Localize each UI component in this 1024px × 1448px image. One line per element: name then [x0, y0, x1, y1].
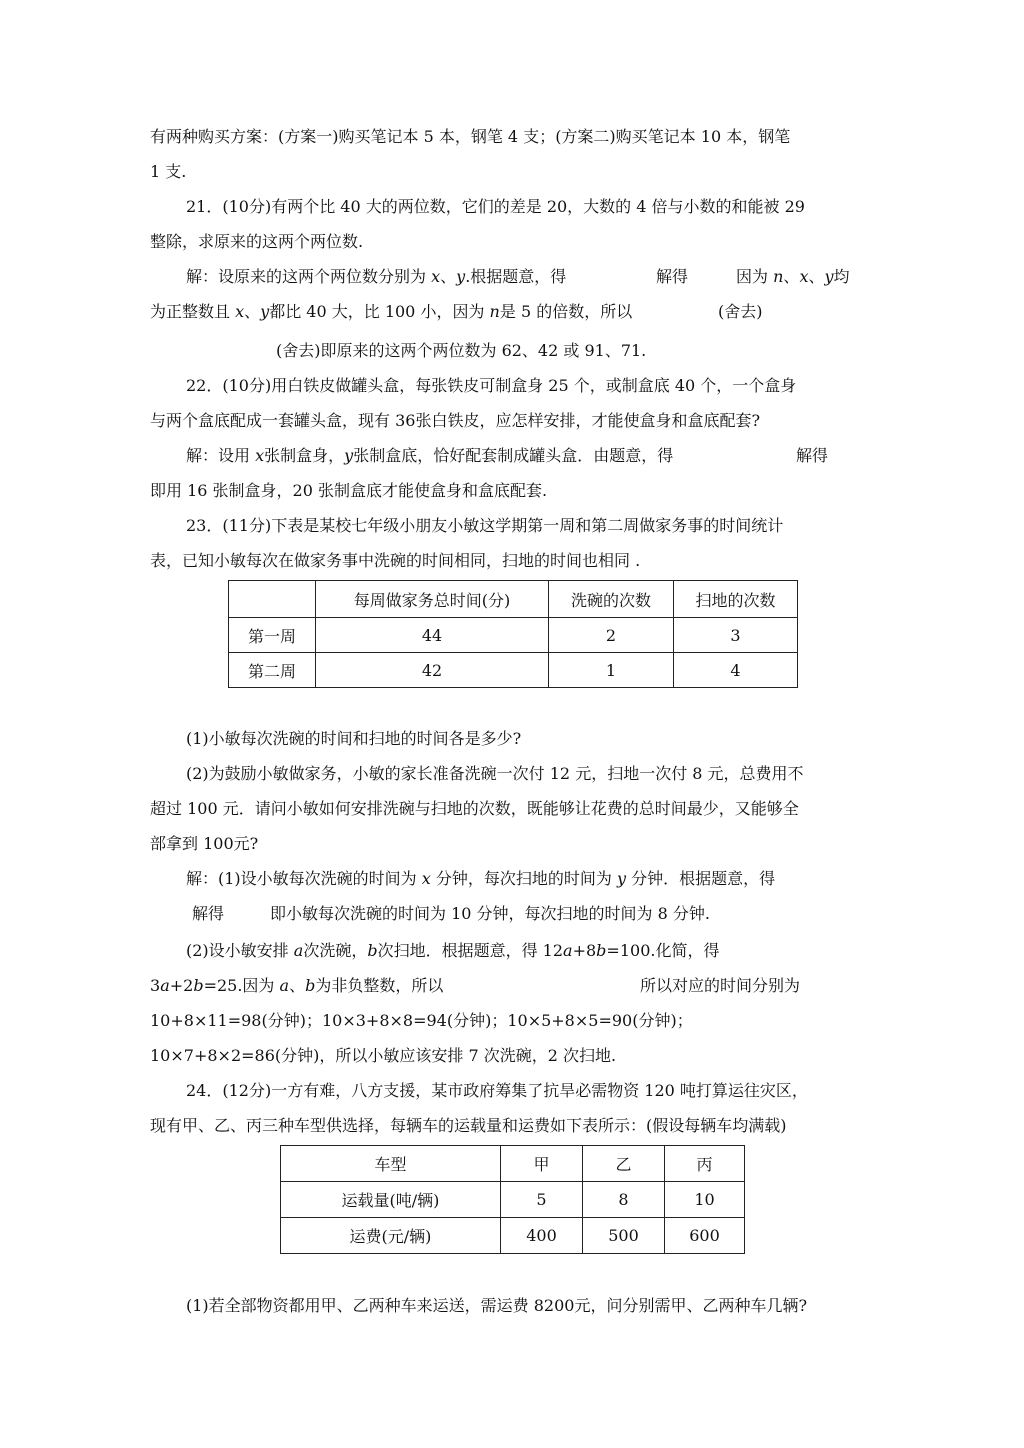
question-22: 22．(10分)用白铁皮做罐头盒，每张铁皮可制盒身 25 个，或制盒底 40 个，一个盒身	[186, 376, 797, 395]
table-cell: 4	[674, 653, 798, 688]
solution-fragment: 解得	[656, 267, 689, 286]
table-header: 洗碗的次数	[549, 581, 674, 618]
text-line: 与两个盒底配成一套罐头盒，现有 36张白铁皮，应怎样安排，才能使盒身和盒底配套?	[150, 411, 761, 430]
table-cell: 运载量(吨/辆)	[281, 1182, 501, 1218]
solution-fragment: 因为 n、x、y均	[736, 267, 850, 286]
solution-line: 10+8×11=98(分钟)；10×3+8×8=94(分钟)；10×5+8×5=90(分钟)；	[150, 1011, 693, 1030]
table-cell: 2	[549, 618, 674, 653]
sub-question: (1)小敏每次洗碗的时间和扫地的时间各是多少?	[186, 729, 522, 748]
table-header	[229, 581, 316, 618]
table-cell: 500	[583, 1218, 665, 1254]
solution-line: 即用 16 张制盒身，20 张制盒底才能使盒身和盒底配套.	[150, 481, 548, 500]
table-cell: 乙	[583, 1146, 665, 1182]
sub-question: (1)若全部物资都用甲、乙两种车来运送，需运费 8200元，问分别需甲、乙两种车几辆?	[186, 1296, 808, 1315]
text-line: 1 支.	[150, 162, 187, 181]
text-line: 有两种购买方案：(方案一)购买笔记本 5 本，钢笔 4 支；(方案二)购买笔记本 10 本，钢笔	[150, 127, 791, 146]
solution-line: (舍去)即原来的这两个两位数为 62、42 或 91、71.	[276, 341, 647, 360]
text-line: 现有甲、乙、丙三种车型供选择，每辆车的运载量和运费如下表所示：(假设每辆车均满载)	[150, 1116, 787, 1135]
housework-table	[228, 580, 798, 688]
solution-line: 即小敏每次洗碗的时间为 10 分钟，每次扫地的时间为 8 分钟.	[270, 904, 710, 923]
solution-fragment: 解得	[796, 446, 829, 465]
question-21: 21．(10分)有两个比 40 大的两位数，它们的差是 20，大数的 4 倍与小数的和能被 29	[186, 197, 805, 216]
table-cell: 600	[665, 1218, 745, 1254]
table-cell: 10	[665, 1182, 745, 1218]
table-cell: 44	[316, 618, 549, 653]
text-line: 表，已知小敏每次在做家务事中洗碗的时间相同，扫地的时间也相同 .	[150, 551, 641, 570]
solution-line: (2)设小敏安排 a次洗碗，b次扫地．根据题意，得 12a+8b=100.化简，得	[186, 941, 720, 960]
table-cell: 第二周	[229, 653, 316, 688]
solution-line: 解：设用 x张制盒身，y张制盒底，恰好配套制成罐头盒．由题意，得	[186, 446, 674, 465]
question-24: 24．(12分)一方有难，八方支援，某市政府筹集了抗旱必需物资 120 吨打算运往灾区，	[186, 1081, 808, 1100]
solution-line: 为正整数且 x、y都比 40 大，比 100 小，因为 n是 5 的倍数，所以	[150, 302, 633, 321]
table-cell: 400	[501, 1218, 583, 1254]
table-header: 扫地的次数	[674, 581, 798, 618]
table-cell: 运费(元/辆)	[281, 1218, 501, 1254]
table-cell: 第一周	[229, 618, 316, 653]
table-cell: 丙	[665, 1146, 745, 1182]
table-cell: 8	[583, 1182, 665, 1218]
sub-question: (2)为鼓励小敏做家务，小敏的家长准备洗碗一次付 12 元，扫地一次付 8 元，总费用不	[186, 764, 804, 783]
text-line: 整除，求原来的这两个两位数.	[150, 232, 364, 251]
table-cell: 3	[674, 618, 798, 653]
table-cell: 42	[316, 653, 549, 688]
solution-fragment: 解得	[192, 904, 225, 923]
question-23: 23．(11分)下表是某校七年级小朋友小敏这学期第一周和第二周做家务事的时间统计	[186, 516, 784, 535]
table-header: 每周做家务总时间(分)	[316, 581, 549, 618]
table-cell: 5	[501, 1182, 583, 1218]
solution-line: 解：设原来的这两个两位数分别为 x、y.根据题意，得	[186, 267, 567, 286]
table-cell: 车型	[281, 1146, 501, 1182]
text-line: 部拿到 100元?	[150, 834, 259, 853]
solution-line: 10×7+8×2=86(分钟)，所以小敏应该安排 7 次洗碗，2 次扫地.	[150, 1046, 617, 1065]
solution-line: 3a+2b=25.因为 a、b为非负整数，所以	[150, 976, 444, 995]
solution-line: 解：(1)设小敏每次洗碗的时间为 x 分钟，每次扫地的时间为 y 分钟．根据题意，得	[186, 869, 776, 888]
solution-fragment: (舍去)	[718, 302, 763, 321]
text-line: 超过 100 元．请问小敏如何安排洗碗与扫地的次数，既能够让花费的总时间最少，又能够全	[150, 799, 799, 818]
solution-fragment: 所以对应的时间分别为	[640, 976, 801, 995]
vehicle-table	[280, 1145, 745, 1254]
table-cell: 甲	[501, 1146, 583, 1182]
table-cell: 1	[549, 653, 674, 688]
